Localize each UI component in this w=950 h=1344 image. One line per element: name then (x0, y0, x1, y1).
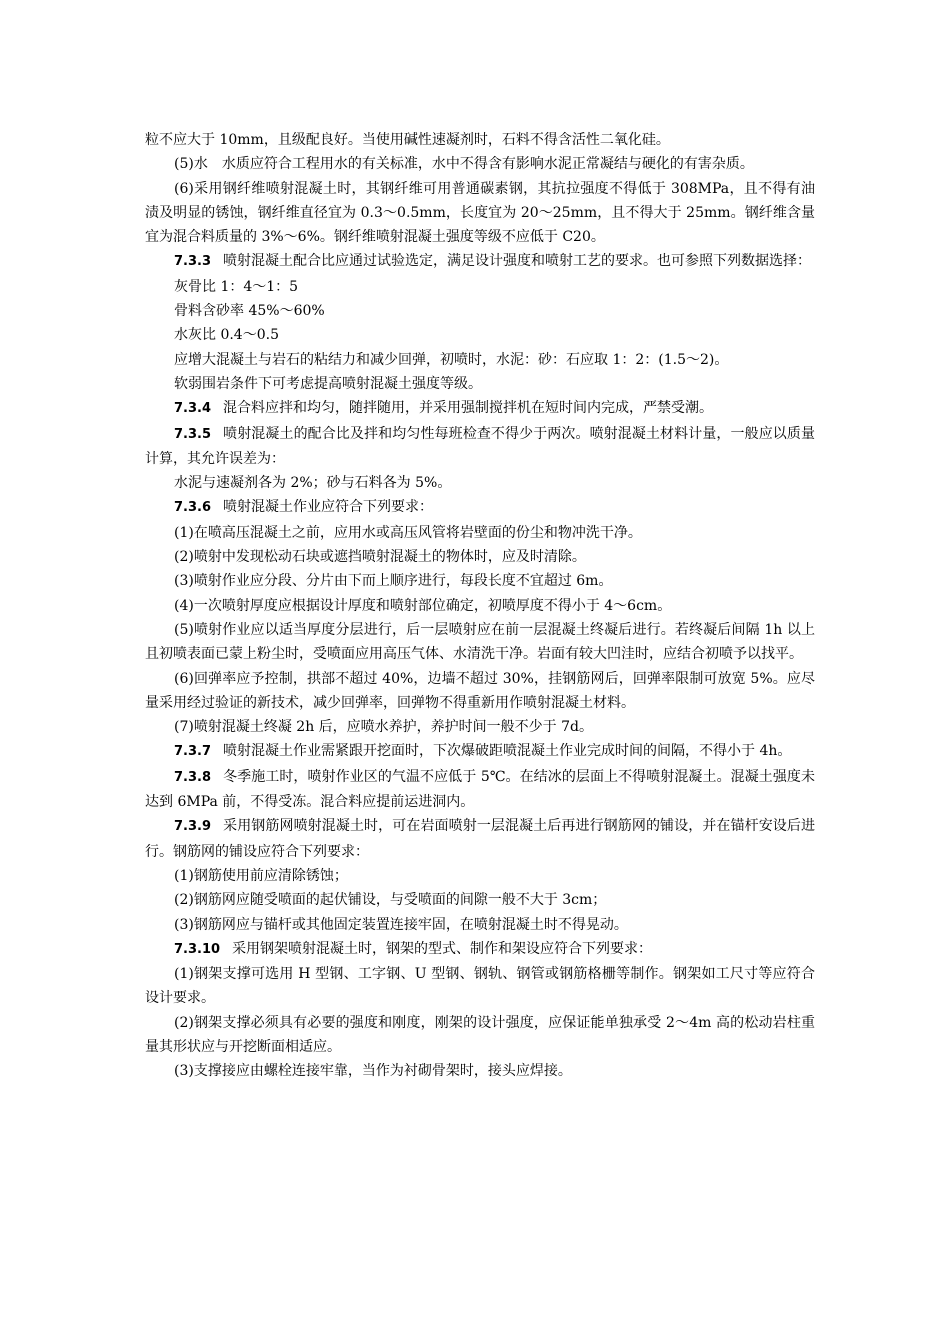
paragraph-text: (1)钢架支撑可选用 H 型钢、工字钢、U 型钢、钢轨、钢管或钢筋格栅等制作。钢架如工尺寸等应符合设计要求。 (145, 966, 815, 1007)
body-paragraph (145, 569, 815, 593)
document-body (145, 128, 815, 1084)
body-paragraph (145, 275, 815, 299)
paragraph-text: (6)采用钢纤维喷射混凝土时，其钢纤维可用普通碳素钢，其抗拉强度不得低于 308MPa，且不得有油渍及明显的锈蚀，钢纤维直径宜为 0.3～0.5mm，长度宜为 20～25mm，且不得大于 25mm。钢纤维含量宜为混合料质量的 3%～6%。钢纤维喷射混凝土强度等级不应低于 C20。 (145, 180, 815, 246)
body-paragraph (145, 471, 815, 495)
paragraph-text: (2)喷射中发现松动石块或遮挡喷射混凝土的物体时，应及时清除。 (174, 549, 586, 566)
paragraph-text: 采用钢架喷射混凝土时，钢架的型式、制作和架设应符合下列要求： (232, 940, 653, 957)
paragraph-text: (6)回弹率应予控制，拱部不超过 40%，边墙不超过 30%，挂钢筋网后，回弹率限制可放宽 5%。应尽量采用经过验证的新技术，减少回弹率，回弹物不得重新用作喷射混凝土材料。 (145, 670, 815, 711)
paragraph-text: (4)一次喷射厚度应根据设计厚度和喷射部位确定，初喷厚度不得小于 4～6cm。 (174, 597, 672, 614)
body-paragraph (145, 348, 815, 372)
body-paragraph (145, 128, 815, 152)
section-number: 7.3.8 (174, 769, 212, 785)
body-paragraph (145, 594, 815, 618)
paragraph-text: (3)支撑接应由螺栓连接牢靠，当作为衬砌骨架时，接头应焊接。 (174, 1063, 572, 1080)
paragraph-text: (2)钢筋网应随受喷面的起伏铺设，与受喷面的间隙一般不大于 3cm； (174, 892, 607, 909)
paragraph-text: 粒不应大于 10mm，且级配良好。当使用碱性速凝剂时，石料不得含活性二氧化硅。 (145, 132, 670, 148)
body-paragraph (145, 299, 815, 323)
paragraph-text: (3)喷射作业应分段、分片由下而上顺序进行，每段长度不宜超过 6m。 (174, 573, 613, 590)
paragraph-text: 喷射混凝土作业应符合下列要求： (223, 499, 434, 516)
section-paragraph (145, 739, 815, 764)
section-number: 7.3.7 (174, 744, 212, 760)
paragraph-text: 采用钢筋网喷射混凝土时，可在岩面喷射一层混凝土后再进行钢筋网的铺设，并在锚杆安设后进行。钢筋网的铺设应符合下列要求： (145, 818, 815, 860)
paragraph-text: (3)钢筋网应与锚杆或其他固定装置连接牢固，在喷射混凝土时不得晃动。 (174, 916, 628, 933)
paragraph-text: (5)喷射作业应以适当厚度分层进行，后一层喷射应在前一层混凝土终凝后进行。若终凝后间隔 1h 以上且初喷表面已蒙上粉尘时，受喷面应用高压气体、水清洗干净。岩面有较大凹洼时，应结合初喷予以找平。 (145, 621, 815, 663)
section-number: 7.3.4 (174, 401, 212, 417)
paragraph-text: 喷射混凝土作业需紧跟开挖面时，下次爆破距喷混凝土作业完成时间的间隔，不得小于 4h。 (223, 743, 792, 760)
section-paragraph (145, 937, 815, 962)
body-paragraph (145, 323, 815, 347)
paragraph-text: (1)在喷高压混凝土之前，应用水或高压风管将岩壁面的份尘和物冲洗干净。 (174, 524, 642, 541)
section-number: 7.3.5 (174, 426, 212, 442)
paragraph-text: 喷射混凝土配合比应通过试验选定，满足设计强度和喷射工艺的要求。也可参照下列数据选择： (223, 253, 812, 270)
paragraph-text: 应增大混凝土与岩石的粘结力和减少回弹，初喷时，水泥：砂：石应取 1：2：(1.5～2)。 (174, 351, 729, 368)
body-paragraph (145, 618, 815, 667)
body-paragraph (145, 521, 815, 545)
section-number: 7.3.3 (174, 254, 212, 270)
section-paragraph (145, 765, 815, 815)
body-paragraph (145, 1011, 815, 1060)
body-paragraph (145, 1059, 815, 1083)
paragraph-text: 水灰比 0.4～0.5 (174, 327, 279, 344)
paragraph-text: (2)钢架支撑必须具有必要的强度和刚度，刚架的设计强度，应保证能单独承受 2～4m 高的松动岩柱重量其形状应与开挖断面相适应。 (145, 1014, 815, 1055)
section-number: 7.3.10 (174, 941, 221, 957)
body-paragraph (145, 152, 815, 176)
body-paragraph (145, 177, 815, 250)
body-paragraph (145, 888, 815, 912)
body-paragraph (145, 913, 815, 937)
body-paragraph (145, 864, 815, 888)
paragraph-text: 冬季施工时，喷射作业区的气温不应低于 5℃。在结冰的层面上不得喷射混凝土。混凝土强度未达到 6MPa 前，不得受冻。混合料应提前运进洞内。 (145, 768, 815, 811)
paragraph-text: (5)水 水质应符合工程用水的有关标准，水中不得含有影响水泥正常凝结与硬化的有害杂质。 (174, 156, 754, 173)
paragraph-text: (7)喷射混凝土终凝 2h 后，应喷水养护，养护时间一般不少于 7d。 (174, 719, 593, 736)
paragraph-text: 软弱围岩条件下可考虑提高喷射混凝土强度等级。 (174, 375, 482, 392)
paragraph-text: 灰骨比 1：4～1：5 (174, 278, 299, 295)
paragraph-text: 混合料应拌和均匀，随拌随用，并采用强制搅拌机在短时间内完成，严禁受潮。 (223, 400, 714, 417)
section-paragraph (145, 422, 815, 472)
section-paragraph (145, 814, 815, 864)
body-paragraph (145, 372, 815, 396)
body-paragraph (145, 545, 815, 569)
body-paragraph (145, 962, 815, 1011)
paragraph-text: 喷射混凝土的配合比及拌和均匀性每班检查不得少于两次。喷射混凝土材料计量，一般应以质量计算，其允许误差为： (145, 425, 815, 467)
section-paragraph (145, 249, 815, 274)
paragraph-text: 水泥与速凝剂各为 2%；砂与石料各为 5%。 (174, 475, 452, 492)
paragraph-text: 骨料含砂率 45%～60% (174, 303, 325, 320)
section-paragraph (145, 495, 815, 520)
body-paragraph (145, 667, 815, 716)
section-paragraph (145, 396, 815, 421)
section-number: 7.3.9 (174, 819, 212, 835)
paragraph-text: (1)钢筋使用前应清除锈蚀； (174, 867, 348, 884)
section-number: 7.3.6 (174, 500, 212, 516)
body-paragraph (145, 715, 815, 739)
